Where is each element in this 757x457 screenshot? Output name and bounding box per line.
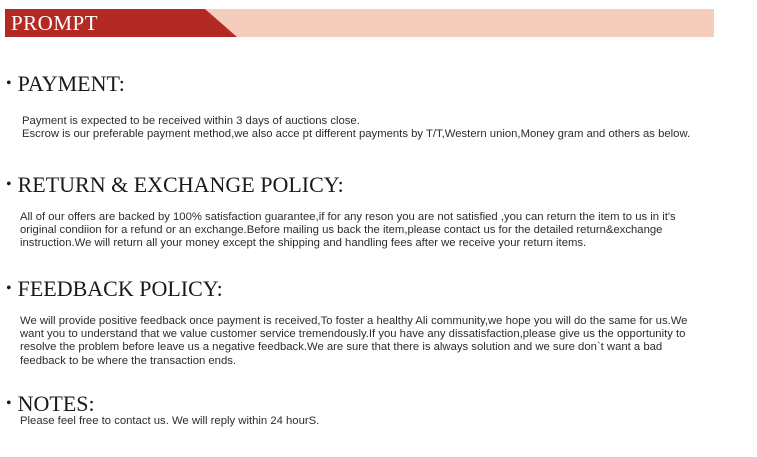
payment-text (22, 115, 712, 141)
return-policy-heading-text: RETURN & EXCHANGE POLICY: (17, 172, 344, 197)
return-policy-paragraph: All of our offers are backed by 100% satisfaction guarantee,if for any reson you are not satisfied ,you can return the item to us in it's original condiion for a refund or an exchange.Before mailing us back the item,please contact us for the detailed return&exchange instruction.We will return all your money except the shipping and handling fees after we receive your return items. (20, 211, 676, 250)
prompt-banner (5, 9, 714, 37)
feedback-policy-paragraph: We will provide positive feedback once payment is received,To foster a healthy Ali community,we hope you will do the same for us.We want you to understand that we value customer service tremendously.If you have any dissatisfaction,please give us the opportunity to resolve the problem before leave us a negative feedback.We are sure that there is always solution and we sure don`t want a bad feedback to be where the transaction ends. (20, 315, 688, 367)
notes-paragraph: Please feel free to contact us. We will reply within 24 hourS. (20, 415, 320, 427)
bullet-icon: • (6, 394, 12, 412)
notes-heading-text: NOTES: (17, 391, 95, 416)
return-policy-text (20, 211, 710, 251)
feedback-policy-heading (6, 277, 223, 303)
payment-heading (6, 72, 125, 98)
feedback-policy-heading-text: FEEDBACK POLICY: (17, 276, 223, 301)
payment-line-2: Escrow is our preferable payment method,we also acce pt different payments by T/T,Western union,Money gram and others as below. (22, 128, 691, 141)
return-policy-heading (6, 173, 344, 199)
feedback-policy-text (20, 315, 695, 368)
bullet-icon: • (6, 279, 12, 297)
bullet-icon: • (6, 175, 12, 193)
payment-heading-text: PAYMENT: (17, 71, 125, 96)
banner-title: PROMPT (11, 11, 99, 35)
bullet-icon: • (6, 74, 12, 92)
notes-text (20, 415, 710, 428)
payment-line-1: Payment is expected to be received within 3 days of auctions close. (22, 115, 360, 127)
